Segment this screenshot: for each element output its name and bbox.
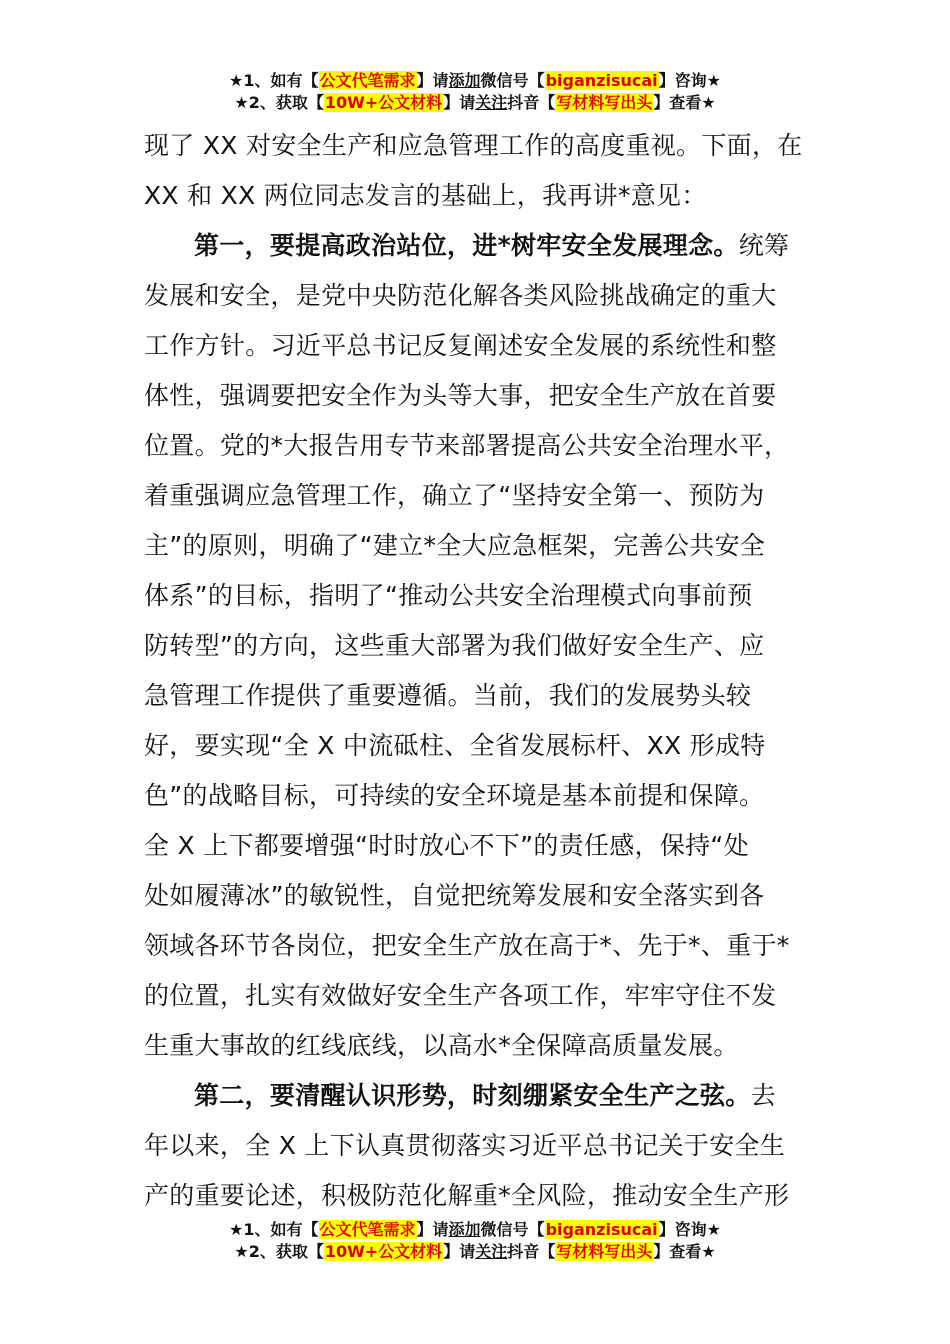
body-line: 好，要实现“全 X 中流砥柱、全省发展标杆、XX 形成特	[144, 731, 766, 760]
footer-banner	[0, 1219, 950, 1263]
banner-text: 微信号【	[480, 71, 545, 90]
body-line: 主”的原则，明确了“建立*全大应急框架，完善公共安全	[144, 531, 766, 560]
banner-highlight: 写材料写出头	[556, 1242, 653, 1261]
paragraph-heading: 第一，要提高政治站位，进*树牢安全发展理念。	[194, 231, 739, 260]
paragraph-heading: 第二，要清醒认识形势，时刻绷紧安全生产之弦。	[194, 1081, 751, 1110]
banner-text: 】咨询★	[658, 1220, 721, 1239]
banner-text: 抖音【	[507, 1242, 556, 1261]
banner-highlight: 公文代笔需求	[319, 1220, 416, 1239]
banner-text: ★1、如有【	[229, 71, 319, 90]
body-line: 处如履薄冰”的敏锐性，自觉把统筹发展和安全落实到各	[144, 881, 765, 910]
banner-text: 】查看★	[653, 1242, 716, 1261]
paragraph-first-line	[144, 1071, 812, 1121]
banner-text: 】请	[416, 71, 449, 90]
body-line: 年以来，全 X 上下认真贯彻落实习近平总书记关于安全生	[144, 1131, 786, 1160]
body-line: 发展和安全，是党中央防范化解各类风险挑战确定的重大	[144, 281, 777, 310]
banner-highlight: biganzisucai	[545, 1220, 658, 1239]
banner-line-2	[0, 1241, 950, 1263]
body-line: 位置。党的*大报告用专节来部署提高公共安全治理水平，	[144, 431, 790, 460]
header-banner	[0, 70, 950, 114]
banner-line-1	[0, 70, 950, 92]
body-line: 体系”的目标，指明了“推动公共安全治理模式向事前预	[144, 581, 753, 610]
body-line: 防转型”的方向，这些重大部署为我们做好安全生产、应	[144, 631, 765, 660]
banner-line-1	[0, 1219, 950, 1241]
banner-text: 】查看★	[653, 93, 716, 112]
banner-text: ★1、如有【	[229, 1220, 319, 1239]
banner-highlight: 10W+公文材料	[324, 93, 443, 112]
banner-text: ★2、获取【	[234, 93, 324, 112]
body-line: 领域各环节各岗位，把安全生产放在高于*、先于*、重于*	[144, 931, 790, 960]
banner-text: 抖音【	[507, 93, 556, 112]
body-line: 急管理工作提供了重要遵循。当前，我们的发展势头较	[144, 681, 752, 710]
body-line: 全 X 上下都要增强“时时放心不下”的责任感，保持“处	[144, 831, 749, 860]
body-line: 工作方针。习近平总书记反复阐述安全发展的系统性和整	[144, 331, 777, 360]
banner-text: 】请	[443, 93, 476, 112]
body-line: 现了 XX 对安全生产和应急管理工作的高度重视。下面，在	[144, 131, 803, 160]
banner-underlined-text: 添加	[448, 71, 481, 90]
body-line: 体性，强调要把安全作为头等大事，把安全生产放在首要	[144, 381, 777, 410]
banner-text: 】请	[416, 1220, 449, 1239]
banner-highlight: 公文代笔需求	[319, 71, 416, 90]
banner-underlined-text: 关注	[475, 1242, 508, 1261]
banner-text: 】咨询★	[658, 71, 721, 90]
body-text: 统筹	[738, 231, 790, 260]
document-body	[144, 121, 812, 1221]
body-line: 色”的战略目标，可持续的安全环境是基本前提和保障。	[144, 781, 765, 810]
banner-line-2	[0, 92, 950, 114]
banner-underlined-text: 添加	[448, 1220, 481, 1239]
banner-underlined-text: 关注	[475, 93, 508, 112]
body-line: 产的重要论述，积极防范化解重*全风险，推动安全生产形	[144, 1181, 790, 1210]
banner-text: ★2、获取【	[234, 1242, 324, 1261]
banner-text: 】请	[443, 1242, 476, 1261]
banner-highlight: 写材料写出头	[556, 93, 653, 112]
banner-highlight: 10W+公文材料	[324, 1242, 443, 1261]
body-line: 生重大事故的红线底线，以高水*全保障高质量发展。	[144, 1031, 739, 1060]
paragraph-first-line	[144, 221, 812, 271]
banner-text: 微信号【	[480, 1220, 545, 1239]
body-line: XX 和 XX 两位同志发言的基础上，我再讲*意见：	[144, 181, 707, 210]
body-line: 着重强调应急管理工作，确立了“坚持安全第一、预防为	[144, 481, 765, 510]
body-text: 去	[750, 1081, 776, 1110]
body-line: 的位置，扎实有效做好安全生产各项工作，牢牢守住不发	[144, 981, 777, 1010]
banner-highlight: biganzisucai	[545, 71, 658, 90]
